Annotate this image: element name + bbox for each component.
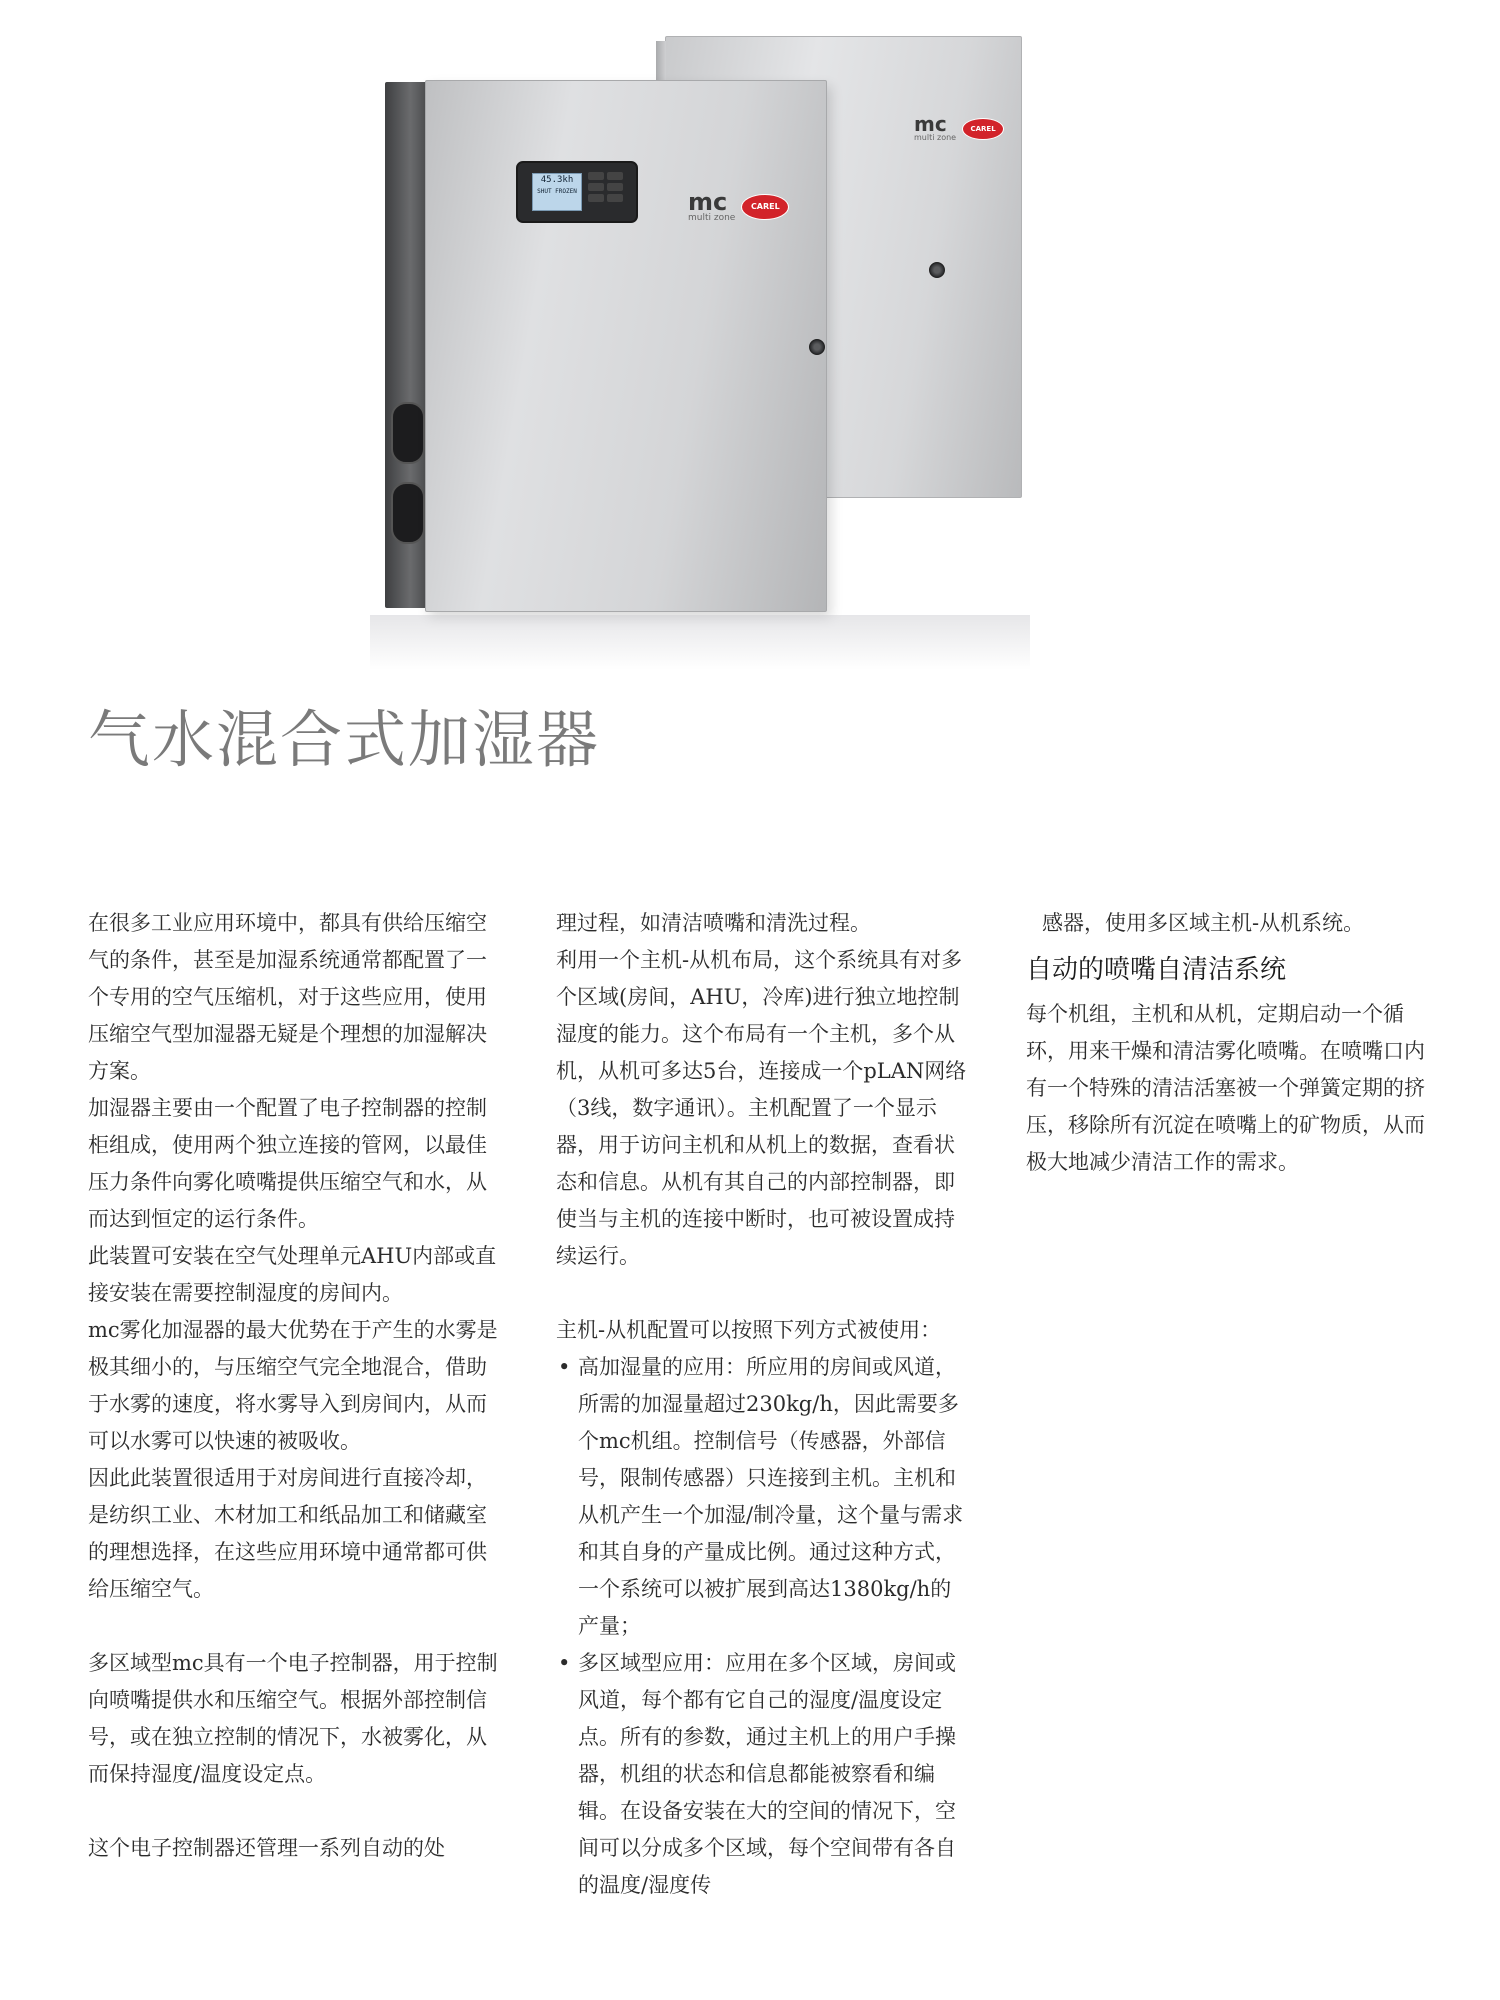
paragraph: 此装置可安装在空气处理单元AHU内部或直接安装在需要控制湿度的房间内。 (88, 1244, 497, 1305)
rear-brand-subtitle: multi zone (914, 133, 957, 142)
front-carel-badge: CAREL (741, 194, 789, 220)
lcd-reading: 45.3kh (540, 175, 574, 185)
cabinet-side-panel (385, 82, 427, 608)
text-column-1 (88, 905, 503, 1867)
product-image (370, 30, 1030, 670)
section-heading: 自动的喷嘴自清洁系统 (1026, 955, 1287, 985)
paragraph: 因此此装置很适用于对房间进行直接冷却，是纺织工业、木材加工和纸品加工和储藏室的理想选择，在这些应用环境中通常都可供给压缩空气。 (88, 1466, 487, 1601)
paragraph: 多区域型mc具有一个电子控制器，用于控制向喷嘴提供水和压缩空气。根据外部控制信号，或在独立控制的情况下，水被雾化，从而保持湿度/温度设定点。 (88, 1651, 498, 1786)
paragraph: 理过程，如清洁喷嘴和清洗过程。 (556, 911, 871, 935)
bullet-list (556, 1349, 968, 1904)
rear-cabinet-logo (914, 112, 1004, 142)
paragraph: 利用一个主机-从机布局，这个系统具有对多个区域(房间，AHU，冷库)进行独立地控制湿度的能力。这个布局有一个主机，多个从机，从机可多达5台，连接成一个pLAN网络（3线，数字通讯）。主机配置了一个显示器，用于访问主机和从机上的数据，查看状态和信息。从机有其自己的内部控制器，即使当与主机的连接中断时，也可被设置成持续运行。 (556, 948, 967, 1268)
front-brand-subtitle: multi zone (688, 213, 736, 223)
list-item: • 高加湿量的应用：所应用的房间或风道，所需的加湿量超过230kg/h，因此需要多个mc机组。控制信号（传感器，外部信号，限制传感器）只连接到主机。主机和从机产生一个加湿/制冷量，这个量与需求和其自身的产量成比例。通过这种方式，一个系统可以被扩展到高达1380kg/h的产量； (556, 1349, 968, 1645)
front-cabinet-logo (688, 188, 789, 223)
paragraph: mc雾化加湿器的最大优势在于产生的水雾是极其细小的，与压缩空气完全地混合，借助于水雾的速度，将水雾导入到房间内，从而可以水雾可以快速的被吸收。 (88, 1318, 498, 1453)
paragraph: 主机-从机配置可以按照下列方式被使用： (556, 1318, 942, 1342)
controller-display (516, 161, 638, 223)
paragraph: 感器，使用多区域主机-从机系统。 (1042, 911, 1365, 935)
paragraph: 每个机组，主机和从机，定期启动一个循环，用来干燥和清洁雾化喷嘴。在喷嘴口内有一个特殊的清洁活塞被一个弹簧定期的挤压，移除所有沉淀在喷嘴上的矿物质，从而极大地减少清洁工作的需求。 (1026, 1002, 1425, 1174)
floor-reflection (370, 615, 1030, 670)
rear-lock-icon (929, 262, 945, 278)
front-cabinet (425, 80, 827, 612)
text-column-2 (556, 905, 968, 1904)
list-item: • 多区域型应用：应用在多个区域，房间或风道，每个都有它自己的湿度/温度设定点。所有的参数，通过主机上的用户手操器，机组的状态和信息都能被察看和编辑。在设备安装在大的空间的情况下，空间可以分成多个区域，每个空间带有各自的温度/湿度传 (556, 1645, 968, 1904)
keypad (588, 172, 626, 212)
lcd-subline: SHUT FROZEN (537, 188, 577, 195)
paragraph: 在很多工业应用环境中，都具有供给压缩空气的条件，甚至是加湿系统通常都配置了一个专用的空气压缩机，对于这些应用，使用压缩空气型加湿器无疑是个理想的加湿解决方案。 (88, 911, 487, 1083)
rear-carel-badge: CAREL (962, 118, 1004, 140)
text-column-3 (1026, 905, 1436, 1181)
front-brand-name: mc (688, 188, 728, 216)
lcd-screen (532, 173, 582, 211)
paragraph: 加湿器主要由一个配置了电子控制器的控制柜组成，使用两个独立连接的管网，以最佳压力条件向雾化喷嘴提供压缩空气和水，从而达到恒定的运行条件。 (88, 1096, 487, 1231)
front-lock-icon (809, 339, 825, 355)
side-port-lower (391, 482, 425, 544)
side-port-upper (391, 402, 425, 464)
paragraph: 这个电子控制器还管理一系列自动的处 (88, 1836, 445, 1860)
rear-brand-name: mc (914, 112, 947, 136)
page-title: 气水混合式加湿器 (88, 703, 601, 776)
